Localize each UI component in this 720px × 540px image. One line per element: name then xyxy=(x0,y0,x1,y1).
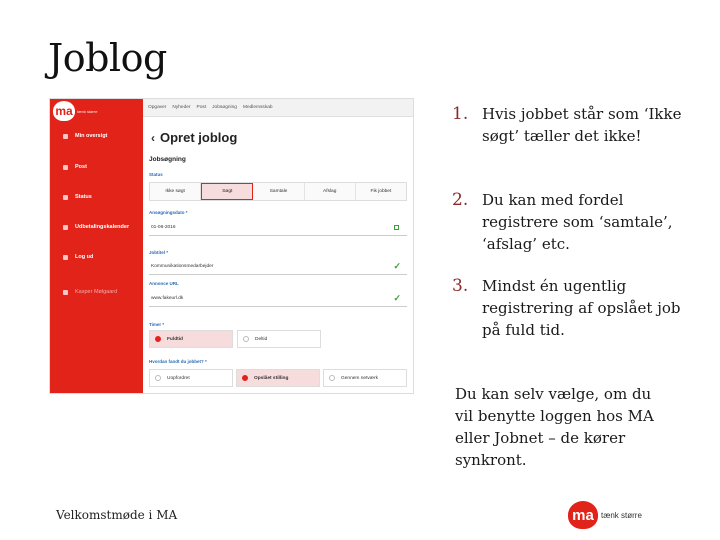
slide-title: Joblog xyxy=(48,36,167,80)
status-tab-rejected[interactable]: Afslag xyxy=(305,183,356,200)
sidebar-item-calendar[interactable] xyxy=(50,220,143,234)
calendar-icon xyxy=(63,225,68,230)
topnav-item[interactable]: Jobsøgning xyxy=(212,105,237,110)
checkmark-icon: ✓ xyxy=(393,293,401,303)
tip-number: 2. xyxy=(452,190,469,210)
sidebar-item-label: Status xyxy=(75,194,92,200)
url-field[interactable] xyxy=(149,291,407,307)
sidebar-item-logout[interactable] xyxy=(50,250,143,264)
job-title-value: Kommunikationsmedarbejder xyxy=(151,264,214,269)
page-title xyxy=(151,130,237,145)
checkmark-icon: ✓ xyxy=(393,261,401,271)
closing-paragraph: Du kan selv vælge, om du vil benytte loggen hos MA eller Jobnet – de kører synkront. xyxy=(455,385,654,469)
status-tab-not-applied[interactable]: Ikke søgt xyxy=(150,183,201,200)
sidebar-item-post[interactable] xyxy=(50,160,143,174)
option-label: Opslået stilling xyxy=(254,375,289,381)
date-field-value: 01-06-2016 xyxy=(151,225,176,230)
found-option-unsolicited[interactable] xyxy=(149,369,233,387)
app-sidebar xyxy=(50,99,143,393)
app-topnav xyxy=(143,99,413,117)
found-label: Hvordan fandt du jobbet? * xyxy=(149,359,207,364)
sidebar-item-label: Udbetalingskalender xyxy=(75,224,130,230)
status-segmented-control xyxy=(149,182,407,201)
user-icon xyxy=(63,290,68,295)
job-title-field[interactable] xyxy=(149,259,407,275)
date-field[interactable] xyxy=(149,220,407,236)
app-main xyxy=(143,117,413,393)
lock-icon xyxy=(63,195,68,200)
chevron-left-icon[interactable]: ‹ xyxy=(151,130,155,145)
ma-logo-icon: ma xyxy=(53,101,75,121)
hours-label: Timer * xyxy=(149,322,165,327)
radio-selected-icon xyxy=(155,336,161,342)
sidebar-user[interactable] xyxy=(50,285,143,299)
grid-icon xyxy=(63,134,68,139)
url-field-label: Annonce URL xyxy=(149,281,179,286)
brand-tagline: tænk større xyxy=(601,510,642,520)
status-label: Status xyxy=(149,172,163,177)
topnav-item[interactable]: Nyheder xyxy=(172,105,191,110)
lock-icon xyxy=(63,255,68,260)
topnav-item[interactable]: Opgaver xyxy=(148,105,167,110)
logo-tagline: tænk større xyxy=(77,108,98,114)
mail-icon xyxy=(63,165,68,170)
option-label: Gennem netværk xyxy=(341,375,379,381)
topnav-item[interactable]: Post xyxy=(196,105,207,110)
app-logo[interactable] xyxy=(53,100,97,122)
sidebar-user-label: Kasper Mølgaard xyxy=(75,289,118,295)
tip-text: Mindst én ugentlig registrering af opslået job på fuld tid. xyxy=(482,277,681,339)
radio-icon xyxy=(155,375,161,381)
option-label: Deltid xyxy=(255,336,268,342)
option-label: Uopfordret xyxy=(167,375,190,381)
sidebar-item-status[interactable] xyxy=(50,190,143,204)
found-option-posted-job[interactable] xyxy=(236,369,320,387)
tip-item xyxy=(452,189,712,255)
joblog-screenshot xyxy=(49,98,414,394)
footer-text: Velkomstmøde i MA xyxy=(56,508,178,522)
status-tab-interview[interactable]: Samtale xyxy=(253,183,304,200)
sidebar-item-label: Post xyxy=(75,164,87,170)
sidebar-item-overview[interactable] xyxy=(50,129,143,143)
found-option-network[interactable] xyxy=(323,369,407,387)
status-tab-got-job[interactable]: Fik jobbet xyxy=(356,183,406,200)
hours-option-fulltime[interactable] xyxy=(149,330,233,348)
tip-item xyxy=(452,103,712,147)
tip-item xyxy=(452,275,712,341)
sidebar-item-label: Log ud xyxy=(75,254,94,260)
tip-text: Hvis jobbet står som ‘Ikke søgt’ tæller det ikke! xyxy=(482,105,682,145)
page-title-text: Opret joblog xyxy=(160,130,238,145)
calendar-icon[interactable] xyxy=(394,225,399,230)
tip-number: 3. xyxy=(452,276,469,296)
section-title: Jobsøgning xyxy=(149,156,186,163)
job-title-label: Jobtitel * xyxy=(149,250,169,255)
hours-option-parttime[interactable] xyxy=(237,330,321,348)
url-field-value: www.fakeurl.dk xyxy=(151,296,184,301)
date-field-label: Ansøgningsdato * xyxy=(149,210,188,215)
brand-logo xyxy=(568,501,642,529)
status-tab-applied[interactable]: Søgt xyxy=(201,183,253,200)
radio-icon xyxy=(243,336,249,342)
topnav-item[interactable]: Medlemsskab xyxy=(242,105,273,110)
ma-logo-icon: ma xyxy=(568,501,598,529)
tip-number: 1. xyxy=(452,104,469,124)
radio-icon xyxy=(329,375,335,381)
tip-text: Du kan med fordel registrere som ‘samtale’, ‘afslag’ etc. xyxy=(482,191,673,253)
sidebar-item-label: Min oversigt xyxy=(75,133,108,139)
option-label: Fuldtid xyxy=(167,336,183,342)
radio-selected-icon xyxy=(242,375,248,381)
